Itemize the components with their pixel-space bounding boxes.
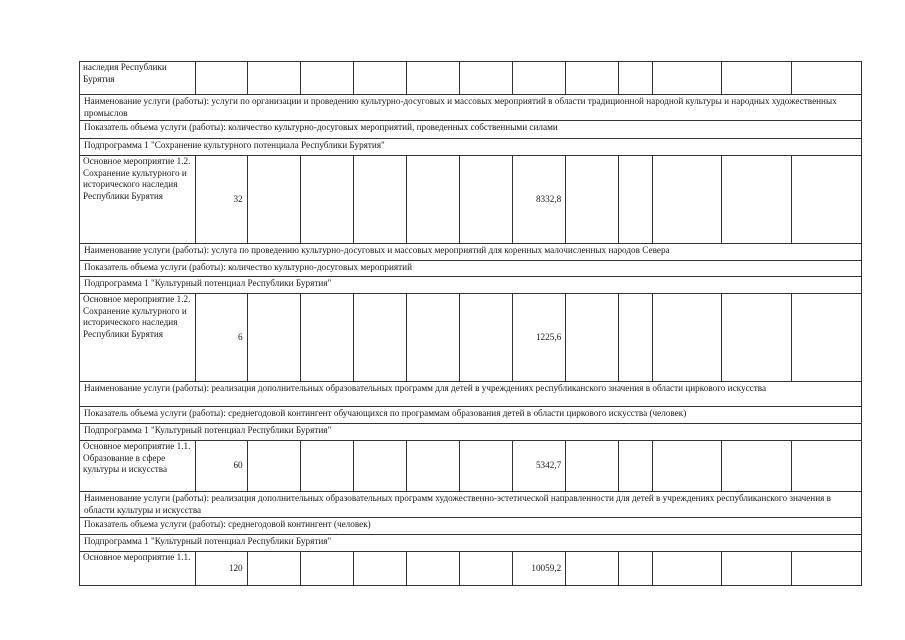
value-cell [353,552,406,586]
section-row [80,407,862,424]
section-row [80,139,862,156]
value-cell [722,62,792,95]
value-cell [722,294,792,382]
section-row [80,244,862,261]
value-cell: 5342,7 [513,441,566,492]
section-header-cell: Подпрограмма 1 "Культурный потенциал Республики Бурятия" [80,424,862,441]
value-cell [406,62,459,95]
value-cell [247,62,300,95]
section-row [80,518,862,535]
section-header-cell: Наименование услуги (работы): услуги по организации и проведению культурно-досуговых и массовых мероприятий в области традиционной народной культуры и народных художественных промыслов [80,95,862,121]
value-cell [406,156,459,244]
value-cell [195,62,247,95]
value-cell [460,441,513,492]
value-cell [460,552,513,586]
value-cell [300,552,353,586]
value-cell: 120 [195,552,247,586]
budget-table [79,61,862,586]
value-cell [460,294,513,382]
value-cell: 32 [195,156,247,244]
table-row [80,441,862,492]
value-cell [353,62,406,95]
value-cell [722,552,792,586]
value-cell [247,156,300,244]
value-cell [619,156,652,244]
value-cell [247,441,300,492]
value-cell [300,441,353,492]
activity-label-cell: Основное мероприятие 1.1. Образование в сфере культуры и искусства [80,441,196,492]
section-header-cell: Показатель объема услуги (работы): среднегодовой контингент (человек) [80,518,862,535]
value-cell [247,552,300,586]
table-row [80,62,862,95]
section-row [80,95,862,121]
section-header-cell: Наименование услуги (работы): услуга по проведению культурно-досуговых и массовых мероприятий для коренных малочисленных народов Севера [80,244,862,261]
value-cell [566,441,619,492]
value-cell [792,62,862,95]
value-cell: 6 [195,294,247,382]
value-cell: 60 [195,441,247,492]
value-cell [652,441,722,492]
value-cell [566,156,619,244]
value-cell [652,156,722,244]
value-cell [300,294,353,382]
value-cell [460,156,513,244]
section-header-cell: Показатель объема услуги (работы): количество культурно-досуговых мероприятий [80,261,862,277]
section-header-cell: Подпрограмма 1 "Культурный потенциал Республики Бурятия" [80,277,862,294]
value-cell [792,294,862,382]
section-header-cell: Показатель объема услуги (работы): количество культурно-досуговых мероприятий, проведенных собственными силами [80,121,862,139]
value-cell [406,441,459,492]
value-cell: 10059,2 [513,552,566,586]
value-cell [406,294,459,382]
value-cell [619,552,652,586]
value-cell [566,552,619,586]
value-cell [300,156,353,244]
value-cell [619,441,652,492]
value-cell [722,156,792,244]
table-row [80,156,862,244]
value-cell [619,294,652,382]
value-cell: 8332,8 [513,156,566,244]
activity-label-cell: Основное мероприятие 1.2. Сохранение культурного и исторического наследия Республики Бурятия [80,294,196,382]
value-cell [353,294,406,382]
section-row [80,261,862,277]
activity-label-cell: наследия Республики Бурятия [80,62,196,95]
value-cell [566,294,619,382]
value-cell [406,552,459,586]
section-header-cell: Показатель объема услуги (работы): среднегодовой контингент обучающихся по программам образования детей в области циркового искусства (человек) [80,407,862,424]
activity-label-cell: Основное мероприятие 1.2. Сохранение культурного и исторического наследия Республики Бурятия [80,156,196,244]
value-cell [566,62,619,95]
budget-table-body [80,62,862,586]
value-cell [792,441,862,492]
table-row [80,294,862,382]
value-cell [619,62,652,95]
section-row [80,492,862,518]
section-header-cell: Наименование услуги (работы): реализация дополнительных образовательных программ художественно-эстетической направленности для детей в учреждениях республиканского значения в области культуры и искусства [80,492,862,518]
table-row [80,552,862,586]
section-header-cell: Подпрограмма 1 "Сохранение культурного потенциала Республики Бурятия" [80,139,862,156]
value-cell [652,294,722,382]
value-cell [460,62,513,95]
section-header-cell: Подпрограмма 1 "Культурный потенциал Республики Бурятия" [80,535,862,552]
value-cell [513,62,566,95]
value-cell [792,156,862,244]
section-row [80,121,862,139]
value-cell [247,294,300,382]
value-cell: 1225,6 [513,294,566,382]
value-cell [353,156,406,244]
value-cell [300,62,353,95]
value-cell [652,552,722,586]
section-row [80,535,862,552]
section-row [80,424,862,441]
section-row [80,382,862,407]
activity-label-cell: Основное мероприятие 1.1. [80,552,196,586]
value-cell [792,552,862,586]
value-cell [652,62,722,95]
value-cell [722,441,792,492]
value-cell [353,441,406,492]
section-header-cell: Наименование услуги (работы): реализация дополнительных образовательных программ для детей в учреждениях республиканского значения в области циркового искусства [80,382,862,407]
section-row [80,277,862,294]
